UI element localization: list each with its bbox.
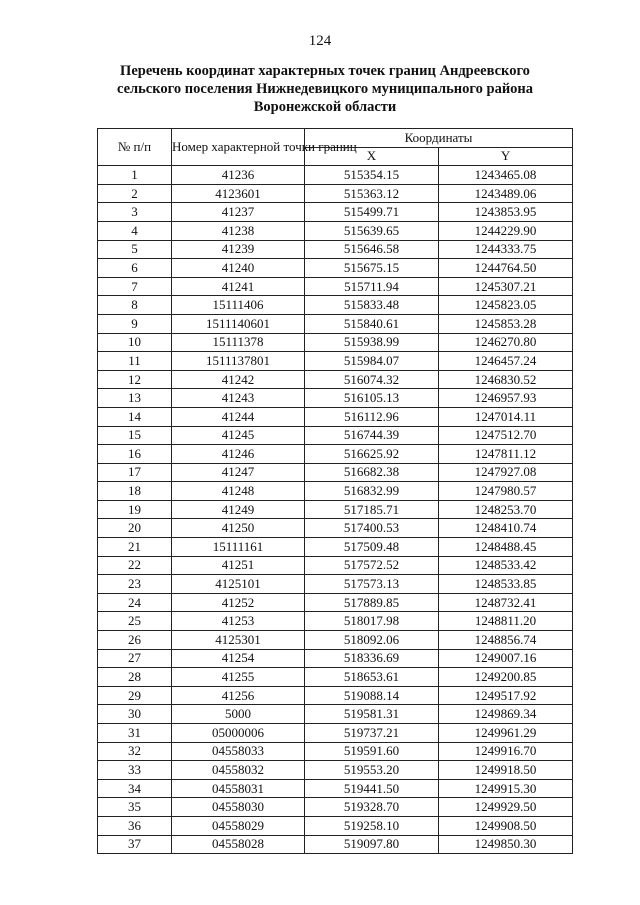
row-number-cell: 27 (98, 649, 172, 668)
y-coordinate-cell: 1249929.50 (439, 798, 573, 817)
point-number-cell: 04558032 (172, 761, 305, 780)
table-row (98, 593, 573, 612)
row-number-cell: 31 (98, 724, 172, 743)
table-row (98, 203, 573, 222)
table-row (98, 668, 573, 687)
row-number-cell: 10 (98, 333, 172, 352)
header-row-number: № п/п (98, 129, 172, 166)
table-row (98, 631, 573, 650)
y-coordinate-cell: 1249916.70 (439, 742, 573, 761)
y-coordinate-cell: 1244333.75 (439, 240, 573, 259)
y-coordinate-cell: 1243465.08 (439, 166, 573, 185)
row-number-cell: 19 (98, 500, 172, 519)
row-number-cell: 33 (98, 761, 172, 780)
x-coordinate-cell: 515646.58 (305, 240, 439, 259)
x-coordinate-cell: 516744.39 (305, 426, 439, 445)
row-number-cell: 7 (98, 277, 172, 296)
row-number-cell: 11 (98, 352, 172, 371)
x-coordinate-cell: 516105.13 (305, 389, 439, 408)
point-number-cell: 04558030 (172, 798, 305, 817)
table-row (98, 705, 573, 724)
y-coordinate-cell: 1248732.41 (439, 593, 573, 612)
y-coordinate-cell: 1243489.06 (439, 184, 573, 203)
y-coordinate-cell: 1249200.85 (439, 668, 573, 687)
y-coordinate-cell: 1244229.90 (439, 221, 573, 240)
table-row (98, 426, 573, 445)
table-row (98, 296, 573, 315)
point-number-cell: 41246 (172, 445, 305, 464)
point-number-cell: 15111161 (172, 538, 305, 557)
table-row (98, 166, 573, 185)
table-row (98, 352, 573, 371)
point-number-cell: 41239 (172, 240, 305, 259)
row-number-cell: 2 (98, 184, 172, 203)
y-coordinate-cell: 1248410.74 (439, 519, 573, 538)
point-number-cell: 04558031 (172, 779, 305, 798)
x-coordinate-cell: 517573.13 (305, 575, 439, 594)
x-coordinate-cell: 515938.99 (305, 333, 439, 352)
table-row (98, 370, 573, 389)
point-number-cell: 41242 (172, 370, 305, 389)
x-coordinate-cell: 516074.32 (305, 370, 439, 389)
row-number-cell: 36 (98, 816, 172, 835)
x-coordinate-cell: 515639.65 (305, 221, 439, 240)
row-number-cell: 12 (98, 370, 172, 389)
row-number-cell: 34 (98, 779, 172, 798)
header-coordinates: Координаты (305, 129, 573, 148)
row-number-cell: 35 (98, 798, 172, 817)
y-coordinate-cell: 1246957.93 (439, 389, 573, 408)
coordinates-table (97, 128, 573, 854)
point-number-cell: 05000006 (172, 724, 305, 743)
x-coordinate-cell: 519328.70 (305, 798, 439, 817)
row-number-cell: 1 (98, 166, 172, 185)
x-coordinate-cell: 517185.71 (305, 500, 439, 519)
row-number-cell: 9 (98, 314, 172, 333)
point-number-cell: 41243 (172, 389, 305, 408)
x-coordinate-cell: 515363.12 (305, 184, 439, 203)
table-row (98, 221, 573, 240)
table-row (98, 612, 573, 631)
row-number-cell: 13 (98, 389, 172, 408)
point-number-cell: 41238 (172, 221, 305, 240)
table-row (98, 500, 573, 519)
x-coordinate-cell: 518653.61 (305, 668, 439, 687)
x-coordinate-cell: 519591.60 (305, 742, 439, 761)
x-coordinate-cell: 515711.94 (305, 277, 439, 296)
x-coordinate-cell: 519441.50 (305, 779, 439, 798)
y-coordinate-cell: 1247811.12 (439, 445, 573, 464)
y-coordinate-cell: 1248488.45 (439, 538, 573, 557)
x-coordinate-cell: 516832.99 (305, 482, 439, 501)
x-coordinate-cell: 519581.31 (305, 705, 439, 724)
y-coordinate-cell: 1249869.34 (439, 705, 573, 724)
y-coordinate-cell: 1249007.16 (439, 649, 573, 668)
table-row (98, 816, 573, 835)
table-row (98, 686, 573, 705)
y-coordinate-cell: 1249915.30 (439, 779, 573, 798)
y-coordinate-cell: 1243853.95 (439, 203, 573, 222)
header-x: X (305, 147, 439, 166)
table-row (98, 314, 573, 333)
table-header (98, 129, 573, 166)
point-number-cell: 41244 (172, 407, 305, 426)
x-coordinate-cell: 516682.38 (305, 463, 439, 482)
x-coordinate-cell: 515499.71 (305, 203, 439, 222)
y-coordinate-cell: 1248811.20 (439, 612, 573, 631)
point-number-cell: 41248 (172, 482, 305, 501)
row-number-cell: 30 (98, 705, 172, 724)
point-number-cell: 4125301 (172, 631, 305, 650)
row-number-cell: 24 (98, 593, 172, 612)
y-coordinate-cell: 1247512.70 (439, 426, 573, 445)
row-number-cell: 29 (98, 686, 172, 705)
x-coordinate-cell: 515354.15 (305, 166, 439, 185)
table-row (98, 482, 573, 501)
point-number-cell: 15111406 (172, 296, 305, 315)
page-number: 124 (308, 33, 332, 49)
table-row (98, 649, 573, 668)
x-coordinate-cell: 517400.53 (305, 519, 439, 538)
point-number-cell: 41249 (172, 500, 305, 519)
table-row (98, 798, 573, 817)
point-number-cell: 41253 (172, 612, 305, 631)
table-row (98, 556, 573, 575)
row-number-cell: 14 (98, 407, 172, 426)
point-number-cell: 5000 (172, 705, 305, 724)
x-coordinate-cell: 515984.07 (305, 352, 439, 371)
y-coordinate-cell: 1245853.28 (439, 314, 573, 333)
row-number-cell: 3 (98, 203, 172, 222)
y-coordinate-cell: 1247014.11 (439, 407, 573, 426)
x-coordinate-cell: 519737.21 (305, 724, 439, 743)
y-coordinate-cell: 1247927.08 (439, 463, 573, 482)
y-coordinate-cell: 1245823.05 (439, 296, 573, 315)
y-coordinate-cell: 1249918.50 (439, 761, 573, 780)
row-number-cell: 21 (98, 538, 172, 557)
row-number-cell: 23 (98, 575, 172, 594)
point-number-cell: 15111378 (172, 333, 305, 352)
point-number-cell: 41252 (172, 593, 305, 612)
y-coordinate-cell: 1249517.92 (439, 686, 573, 705)
table-row (98, 779, 573, 798)
point-number-cell: 4123601 (172, 184, 305, 203)
x-coordinate-cell: 517889.85 (305, 593, 439, 612)
table-body (98, 166, 573, 854)
x-coordinate-cell: 517509.48 (305, 538, 439, 557)
row-number-cell: 15 (98, 426, 172, 445)
y-coordinate-cell: 1249850.30 (439, 835, 573, 854)
row-number-cell: 8 (98, 296, 172, 315)
point-number-cell: 1511140601 (172, 314, 305, 333)
point-number-cell: 41255 (172, 668, 305, 687)
y-coordinate-cell: 1246457.24 (439, 352, 573, 371)
table-row (98, 389, 573, 408)
table-row (98, 240, 573, 259)
table-row (98, 277, 573, 296)
x-coordinate-cell: 515833.48 (305, 296, 439, 315)
y-coordinate-cell: 1248533.42 (439, 556, 573, 575)
point-number-cell: 41240 (172, 259, 305, 278)
row-number-cell: 20 (98, 519, 172, 538)
table-row (98, 259, 573, 278)
x-coordinate-cell: 516112.96 (305, 407, 439, 426)
point-number-cell: 41254 (172, 649, 305, 668)
point-number-cell: 41256 (172, 686, 305, 705)
point-number-cell: 41241 (172, 277, 305, 296)
x-coordinate-cell: 519088.14 (305, 686, 439, 705)
x-coordinate-cell: 518092.06 (305, 631, 439, 650)
y-coordinate-cell: 1248856.74 (439, 631, 573, 650)
y-coordinate-cell: 1244764.50 (439, 259, 573, 278)
row-number-cell: 28 (98, 668, 172, 687)
point-number-cell: 41250 (172, 519, 305, 538)
x-coordinate-cell: 515675.15 (305, 259, 439, 278)
table-row (98, 575, 573, 594)
x-coordinate-cell: 519258.10 (305, 816, 439, 835)
x-coordinate-cell: 516625.92 (305, 445, 439, 464)
point-number-cell: 1511137801 (172, 352, 305, 371)
header-point-number: Номер характерной точки границ (172, 129, 305, 166)
x-coordinate-cell: 518336.69 (305, 649, 439, 668)
row-number-cell: 26 (98, 631, 172, 650)
document-title: Перечень координат характерных точек границ Андреевского сельского поселения Нижнедевицкого муниципального района Воронежской области (116, 63, 534, 115)
header-y: Y (439, 147, 573, 166)
row-number-cell: 16 (98, 445, 172, 464)
row-number-cell: 4 (98, 221, 172, 240)
table-row (98, 835, 573, 854)
y-coordinate-cell: 1246830.52 (439, 370, 573, 389)
point-number-cell: 04558033 (172, 742, 305, 761)
table-row (98, 761, 573, 780)
table-row (98, 407, 573, 426)
table-row (98, 445, 573, 464)
point-number-cell: 4125101 (172, 575, 305, 594)
row-number-cell: 17 (98, 463, 172, 482)
row-number-cell: 22 (98, 556, 172, 575)
row-number-cell: 5 (98, 240, 172, 259)
row-number-cell: 6 (98, 259, 172, 278)
y-coordinate-cell: 1246270.80 (439, 333, 573, 352)
row-number-cell: 32 (98, 742, 172, 761)
y-coordinate-cell: 1248253.70 (439, 500, 573, 519)
x-coordinate-cell: 518017.98 (305, 612, 439, 631)
table-row (98, 538, 573, 557)
point-number-cell: 04558029 (172, 816, 305, 835)
table-row (98, 742, 573, 761)
x-coordinate-cell: 517572.52 (305, 556, 439, 575)
point-number-cell: 04558028 (172, 835, 305, 854)
table-row (98, 724, 573, 743)
row-number-cell: 18 (98, 482, 172, 501)
point-number-cell: 41245 (172, 426, 305, 445)
table-row (98, 184, 573, 203)
point-number-cell: 41247 (172, 463, 305, 482)
table-row (98, 333, 573, 352)
x-coordinate-cell: 519553.20 (305, 761, 439, 780)
x-coordinate-cell: 519097.80 (305, 835, 439, 854)
point-number-cell: 41236 (172, 166, 305, 185)
y-coordinate-cell: 1249961.29 (439, 724, 573, 743)
y-coordinate-cell: 1248533.85 (439, 575, 573, 594)
row-number-cell: 37 (98, 835, 172, 854)
y-coordinate-cell: 1245307.21 (439, 277, 573, 296)
y-coordinate-cell: 1249908.50 (439, 816, 573, 835)
x-coordinate-cell: 515840.61 (305, 314, 439, 333)
point-number-cell: 41251 (172, 556, 305, 575)
table-row (98, 463, 573, 482)
table-row (98, 519, 573, 538)
point-number-cell: 41237 (172, 203, 305, 222)
row-number-cell: 25 (98, 612, 172, 631)
y-coordinate-cell: 1247980.57 (439, 482, 573, 501)
